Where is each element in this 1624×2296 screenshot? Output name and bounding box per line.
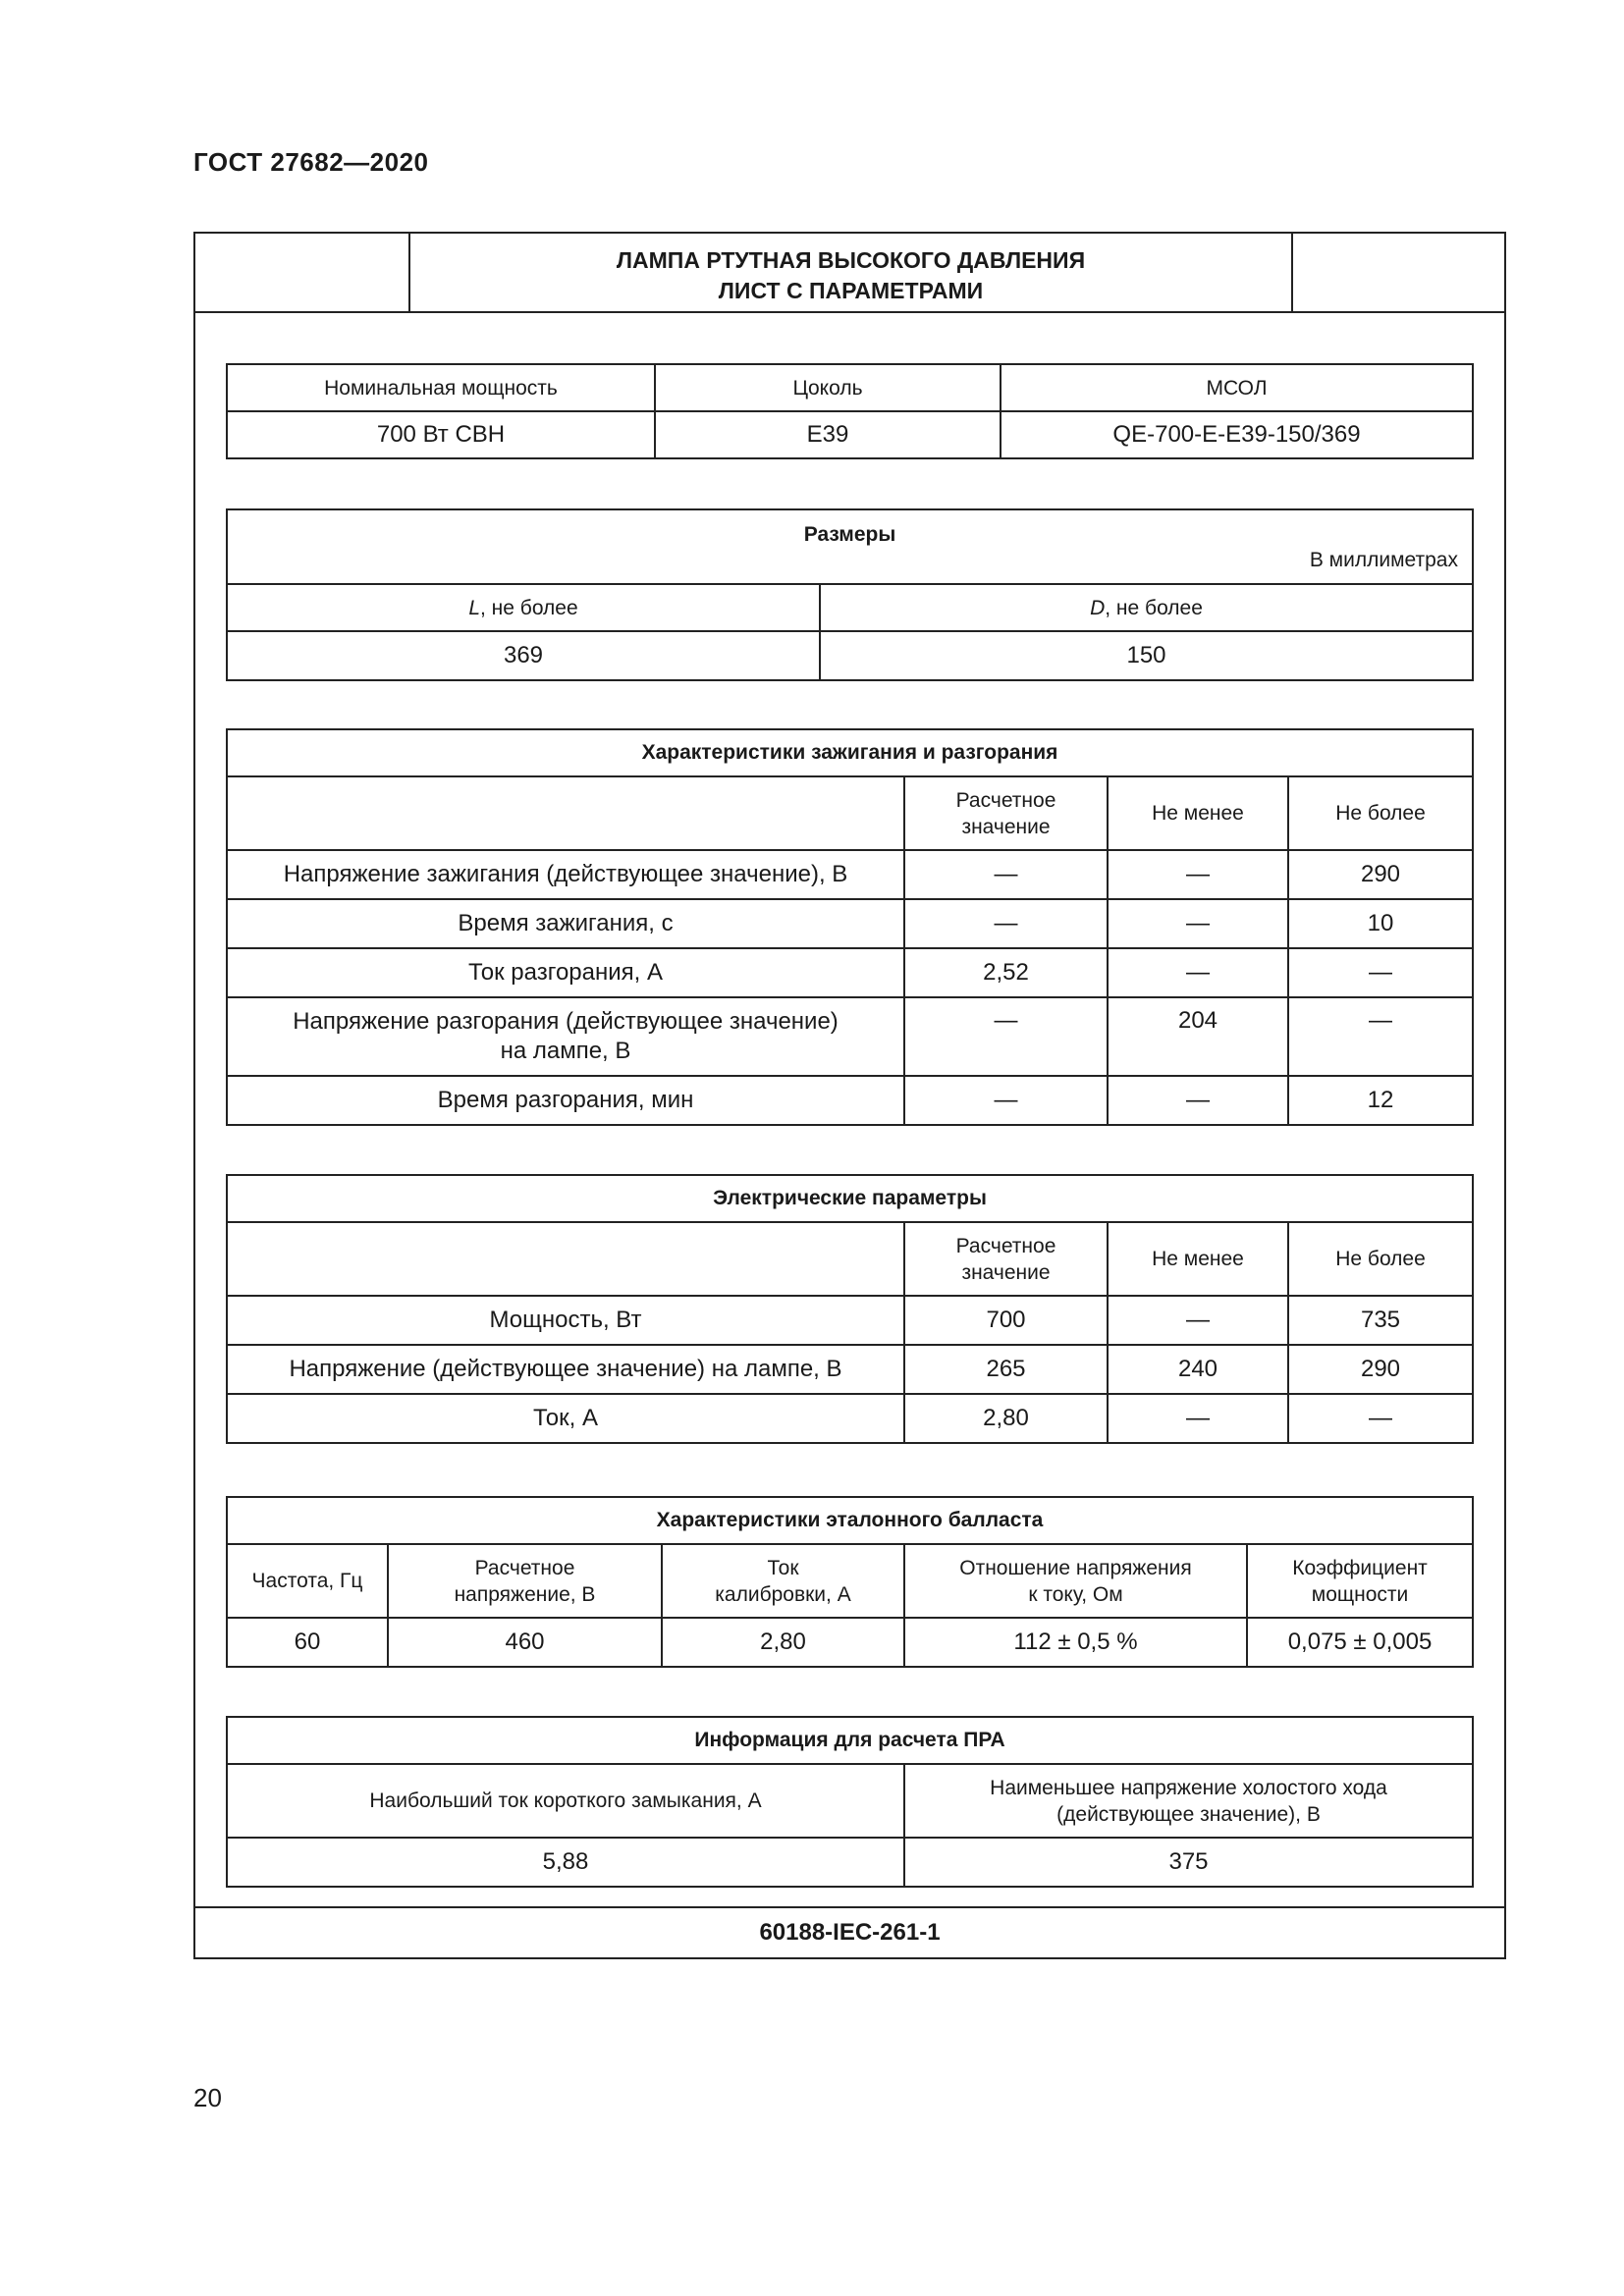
ignition-param: Время зажигания, с xyxy=(227,899,904,948)
header-open-circuit-voltage xyxy=(904,1764,1473,1838)
value-base: E39 xyxy=(655,411,1001,458)
ballast-header-line: напряжение, В xyxy=(454,1582,596,1606)
ballast-value: 60 xyxy=(227,1618,388,1667)
parameter-sheet-frame xyxy=(193,232,1506,1959)
table-row xyxy=(227,997,1473,1076)
ignition-param: Напряжение зажигания (действующее значение), В xyxy=(227,850,904,899)
electrical-value: 700 xyxy=(904,1296,1108,1345)
header-nominal-power: Номинальная мощность xyxy=(227,364,655,411)
ballast-value: 0,075 ± 0,005 xyxy=(1247,1618,1473,1667)
header-open-circuit-voltage-line-1: Наименьшее напряжение холостого хода xyxy=(990,1776,1387,1799)
ignition-value: — xyxy=(904,899,1108,948)
electrical-value: 290 xyxy=(1288,1345,1473,1394)
table-row xyxy=(227,1618,1473,1667)
ignition-value: — xyxy=(1108,948,1288,997)
ballast-calc-table xyxy=(226,1716,1474,1888)
diameter-suffix: , не более xyxy=(1105,596,1203,619)
dimensions-table xyxy=(226,508,1474,681)
ballast-header-current xyxy=(662,1544,904,1618)
sheet-title-line-2: ЛИСТ С ПАРАМЕТРАМИ xyxy=(718,278,984,303)
ignition-value: — xyxy=(1108,1076,1288,1125)
sheet-title xyxy=(410,245,1291,306)
ballast-header-line: мощности xyxy=(1311,1582,1409,1606)
ignition-value: — xyxy=(1288,997,1473,1076)
electrical-value: — xyxy=(1108,1296,1288,1345)
table-row xyxy=(227,1345,1473,1394)
ballast-header-line: Отношение напряжения xyxy=(959,1556,1192,1579)
value-diameter: 150 xyxy=(820,631,1473,680)
dimensions-units: В миллиметрах xyxy=(1309,549,1458,571)
header-diameter xyxy=(820,584,1473,631)
ballast-header-line: Расчетное xyxy=(474,1556,575,1579)
ballast-header-line: Ток xyxy=(767,1556,799,1579)
ignition-value: — xyxy=(1108,850,1288,899)
header-length xyxy=(227,584,820,631)
ignition-header-min: Не менее xyxy=(1108,776,1288,850)
header-open-circuit-voltage-line-2: (действующее значение), В xyxy=(1056,1802,1321,1826)
ignition-param-line-1: Напряжение разгорания (действующее значение) xyxy=(293,1008,839,1035)
table-row xyxy=(227,1296,1473,1345)
electrical-header-min: Не менее xyxy=(1108,1222,1288,1296)
value-nominal-power: 700 Вт СВН xyxy=(227,411,655,458)
electrical-value: — xyxy=(1288,1394,1473,1443)
page-number: 20 xyxy=(193,2083,222,2112)
ballast-header-frequency xyxy=(227,1544,388,1618)
electrical-value: 735 xyxy=(1288,1296,1473,1345)
electrical-empty-header xyxy=(227,1222,904,1296)
electrical-value: 2,80 xyxy=(904,1394,1108,1443)
ballast-title: Характеристики эталонного балласта xyxy=(227,1497,1473,1544)
ballast-header-line: к току, Ом xyxy=(1028,1582,1123,1606)
ignition-value: — xyxy=(904,1076,1108,1125)
dimensions-title: Размеры xyxy=(803,523,896,546)
dimensions-caption xyxy=(227,509,1473,584)
table-row xyxy=(227,1076,1473,1125)
ignition-value: 204 xyxy=(1108,997,1288,1076)
ignition-param: Время разгорания, мин xyxy=(227,1076,904,1125)
ballast-header-ratio xyxy=(904,1544,1247,1618)
electrical-table xyxy=(226,1174,1474,1444)
document-code: ГОСТ 27682—2020 xyxy=(193,147,429,177)
ballast-header-line: Частота, Гц xyxy=(251,1570,363,1592)
sheet-header xyxy=(195,234,1504,313)
header-ilcos: МСОЛ xyxy=(1001,364,1473,411)
ballast-table xyxy=(226,1496,1474,1668)
ignition-param: Ток разгорания, А xyxy=(227,948,904,997)
header-base: Цоколь xyxy=(655,364,1001,411)
electrical-value: 240 xyxy=(1108,1345,1288,1394)
ignition-value: — xyxy=(904,997,1108,1076)
ballast-value: 460 xyxy=(388,1618,662,1667)
ignition-value: — xyxy=(904,850,1108,899)
ignition-value: 2,52 xyxy=(904,948,1108,997)
ignition-value: 12 xyxy=(1288,1076,1473,1125)
ignition-table xyxy=(226,728,1474,1126)
value-short-circuit-current: 5,88 xyxy=(227,1838,904,1887)
value-length: 369 xyxy=(227,631,820,680)
ignition-value: 290 xyxy=(1288,850,1473,899)
length-suffix: , не более xyxy=(480,596,578,619)
diameter-symbol: D xyxy=(1090,596,1106,619)
electrical-value: — xyxy=(1108,1394,1288,1443)
header-short-circuit-current: Наибольший ток короткого замыкания, А xyxy=(227,1764,904,1838)
value-ilcos: QE-700-E-E39-150/369 xyxy=(1001,411,1473,458)
table-row xyxy=(227,850,1473,899)
ignition-header-max: Не более xyxy=(1288,776,1473,850)
value-open-circuit-voltage: 375 xyxy=(904,1838,1473,1887)
electrical-param: Напряжение (действующее значение) на лампе, В xyxy=(227,1345,904,1394)
ballast-calc-title: Информация для расчета ПРА xyxy=(227,1717,1473,1764)
electrical-title: Электрические параметры xyxy=(227,1175,1473,1222)
ignition-empty-header xyxy=(227,776,904,850)
ignition-value: 10 xyxy=(1288,899,1473,948)
sheet-title-line-1: ЛАМПА РТУТНАЯ ВЫСОКОГО ДАВЛЕНИЯ xyxy=(616,247,1086,273)
table-row xyxy=(227,899,1473,948)
ballast-header-voltage xyxy=(388,1544,662,1618)
table-row xyxy=(227,1838,1473,1887)
electrical-value: 265 xyxy=(904,1345,1108,1394)
ignition-title: Характеристики зажигания и разгорания xyxy=(227,729,1473,776)
ballast-value: 112 ± 0,5 % xyxy=(904,1618,1247,1667)
header-right-cell xyxy=(1291,234,1504,311)
electrical-header-max: Не более xyxy=(1288,1222,1473,1296)
ballast-value: 2,80 xyxy=(662,1618,904,1667)
ignition-value: — xyxy=(1108,899,1288,948)
ignition-param xyxy=(227,997,904,1076)
ignition-param-line-2: на лампе, В xyxy=(500,1038,631,1064)
ignition-value: — xyxy=(1288,948,1473,997)
identification-table xyxy=(226,363,1474,459)
table-row xyxy=(227,948,1473,997)
ballast-header-line: Коэффициент xyxy=(1292,1556,1428,1579)
ballast-header-power-factor xyxy=(1247,1544,1473,1618)
ballast-header-line: калибровки, А xyxy=(715,1582,851,1606)
electrical-param: Мощность, Вт xyxy=(227,1296,904,1345)
sheet-footer-code: 60188-IEC-261-1 xyxy=(195,1906,1504,1957)
header-left-cell xyxy=(195,234,410,311)
electrical-header-rated: Расчетное значение xyxy=(904,1222,1108,1296)
length-symbol: L xyxy=(468,596,481,619)
electrical-param: Ток, А xyxy=(227,1394,904,1443)
ignition-header-rated: Расчетное значение xyxy=(904,776,1108,850)
table-row xyxy=(227,1394,1473,1443)
